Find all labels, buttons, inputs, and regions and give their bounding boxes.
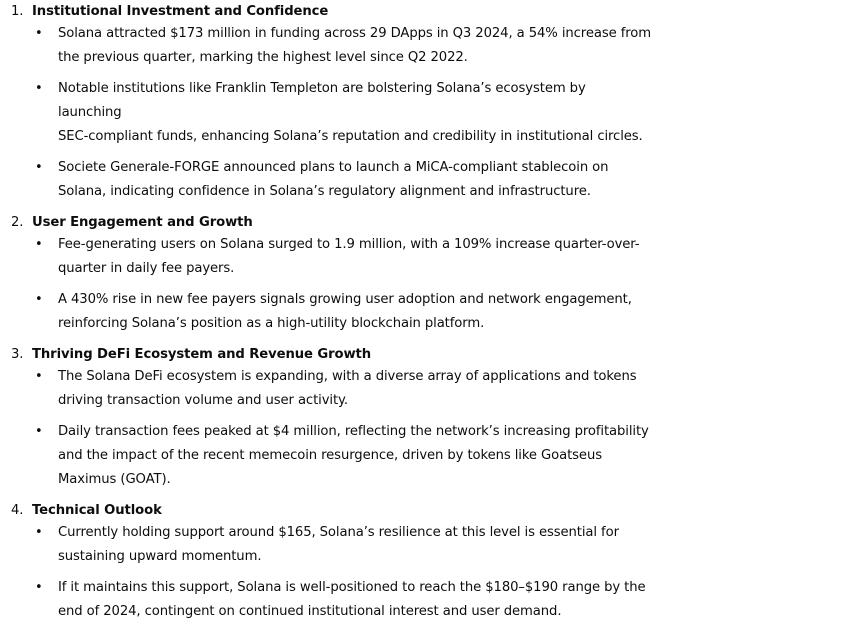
bullet-icon: • (35, 237, 43, 252)
section-number: 4. (11, 502, 24, 518)
section-title: Institutional Investment and Confidence (32, 3, 329, 19)
list-item (11, 576, 651, 624)
section-heading (11, 499, 651, 521)
bullet-icon: • (35, 525, 43, 540)
list-item (11, 420, 651, 492)
bullet-icon: • (35, 81, 43, 96)
list-item (11, 156, 651, 204)
section-number: 1. (11, 3, 24, 19)
bullet-text-line: quarter in daily fee payers. (58, 261, 235, 276)
section-4 (11, 499, 651, 624)
list-item (11, 365, 651, 413)
bullet-text-line: A 430% rise in new fee payers signals growing user adoption and network engagement, (58, 292, 632, 307)
bullet-text-line: The Solana DeFi ecosystem is expanding, with a diverse array of applications and tokens (58, 369, 637, 384)
bullet-text-line: SEC-compliant funds, enhancing Solana’s reputation and credibility in institutional circles. (58, 129, 643, 144)
section-1 (11, 0, 651, 204)
bullet-text-line: the previous quarter, marking the highest level since Q2 2022. (58, 50, 468, 65)
bullet-text-line: Fee-generating users on Solana surged to 1.9 million, with a 109% increase quarter-over- (58, 237, 640, 252)
bullet-icon: • (35, 580, 43, 595)
bullet-list (11, 521, 651, 624)
bullet-list (11, 22, 651, 204)
section-title: User Engagement and Growth (32, 214, 253, 230)
bullet-text-line: end of 2024, contingent on continued institutional interest and user demand. (58, 604, 562, 619)
list-item (11, 233, 651, 281)
section-heading (11, 0, 651, 22)
section-3 (11, 343, 651, 492)
bullet-text-line: Notable institutions like Franklin Templeton are bolstering Solana’s ecosystem by launching (58, 81, 586, 120)
bullet-text-line: Solana, indicating confidence in Solana’s regulatory alignment and infrastructure. (58, 184, 591, 199)
section-title: Thriving DeFi Ecosystem and Revenue Growth (32, 346, 372, 362)
section-heading (11, 211, 651, 233)
bullet-text-line: Solana attracted $173 million in funding across 29 DApps in Q3 2024, a 54% increase from (58, 26, 651, 41)
bullet-text-line: If it maintains this support, Solana is well-positioned to reach the $180–$190 range by the (58, 580, 646, 595)
bullet-text-line: reinforcing Solana’s position as a high-utility blockchain platform. (58, 316, 485, 331)
section-2 (11, 211, 651, 336)
bullet-icon: • (35, 160, 43, 175)
bullet-text-line: Daily transaction fees peaked at $4 million, reflecting the network’s increasing profitability (58, 424, 649, 439)
bullet-icon: • (35, 26, 43, 41)
bullet-text-line: Maximus (GOAT). (58, 472, 171, 487)
section-title: Technical Outlook (32, 502, 162, 518)
section-heading (11, 343, 651, 365)
bullet-icon: • (35, 424, 43, 439)
list-item (11, 521, 651, 569)
bullet-text-line: and the impact of the recent memecoin resurgence, driven by tokens like Goatseus (58, 448, 602, 463)
bullet-icon: • (35, 369, 43, 384)
bullet-text-line: Societe Generale-FORGE announced plans to launch a MiCA-compliant stablecoin on (58, 160, 609, 175)
bullet-list (11, 233, 651, 336)
list-item (11, 288, 651, 336)
bullet-text-line: Currently holding support around $165, Solana’s resilience at this level is essential for (58, 525, 619, 540)
bullet-list (11, 365, 651, 492)
section-number: 2. (11, 214, 24, 230)
bullet-icon: • (35, 292, 43, 307)
bullet-text-line: sustaining upward momentum. (58, 549, 262, 564)
list-item (11, 22, 651, 70)
bullet-text-line: driving transaction volume and user activity. (58, 393, 348, 408)
section-number: 3. (11, 346, 24, 362)
list-item (11, 77, 651, 149)
